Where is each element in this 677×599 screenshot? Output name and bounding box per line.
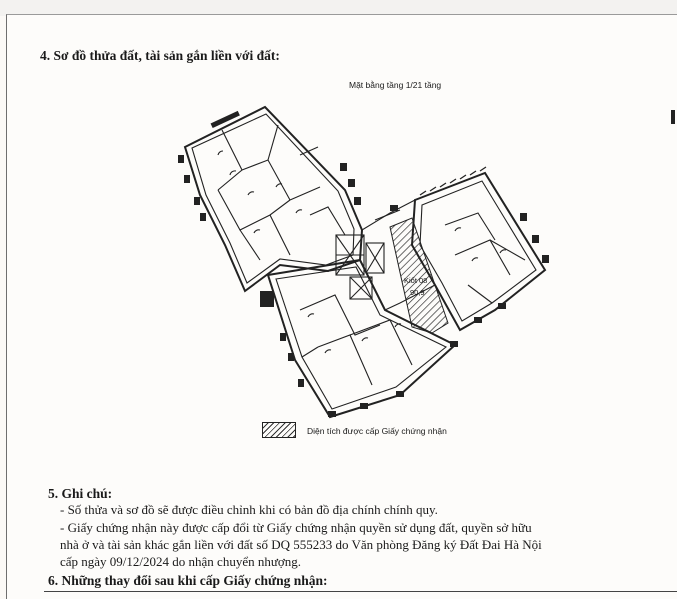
section-6-heading: 6. Những thay đổi sau khi cấp Giấy chứng nhận: — [48, 573, 328, 588]
unit-label: Kiốt 08 — [404, 276, 428, 285]
floor-plan-title: Mặt bằng tầng 1/21 tầng — [349, 80, 442, 90]
section-5-heading: 5. Ghi chú: — [48, 486, 113, 501]
area-label: 90,9 — [410, 288, 425, 297]
note-line: nhà ở và tài sản khác gắn liền với đất số DQ 555233 do Văn phòng Đăng ký Đất Đai Hà Nội — [60, 537, 542, 552]
note-line: - Giấy chứng nhận này được cấp đổi từ Giấy chứng nhận quyền sử dụng đất, quyền sở hữu — [60, 520, 532, 535]
legend-text: Diện tích được cấp Giấy chứng nhận — [307, 426, 447, 436]
table-top-rule — [44, 591, 677, 592]
page-edge-mark — [671, 110, 675, 124]
floor-plan-drawing — [150, 95, 570, 425]
legend-hatch-swatch — [262, 422, 296, 438]
section-4-heading: 4. Sơ đồ thửa đất, tài sản gắn liền với đất: — [40, 48, 280, 63]
note-line: - Số thửa và sơ đồ sẽ được điều chỉnh khi có bản đồ địa chính chính quy. — [60, 502, 438, 517]
note-line: cấp ngày 09/12/2024 do nhận chuyển nhượng. — [60, 554, 302, 569]
